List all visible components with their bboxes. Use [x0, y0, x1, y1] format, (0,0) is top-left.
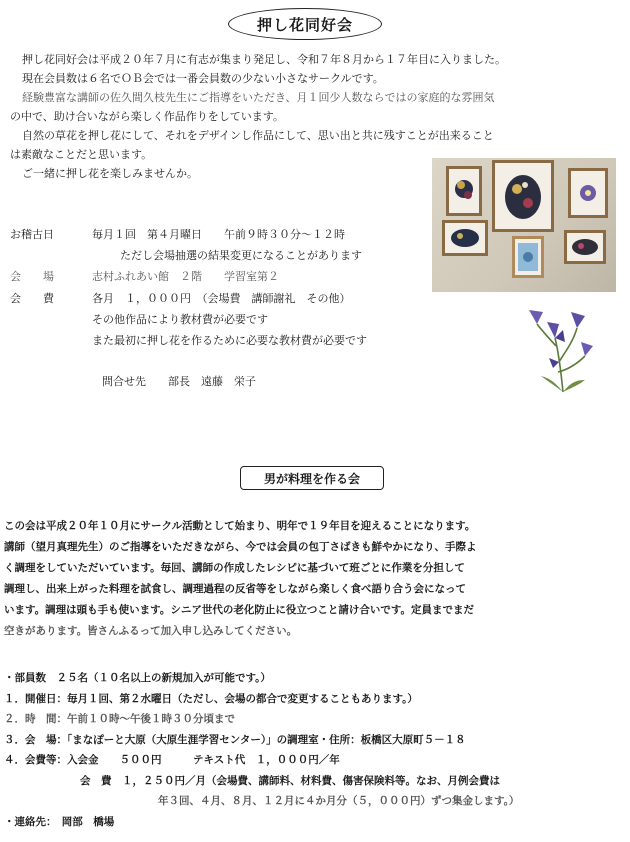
schedule-note: ただし会場抽選の結果変更になることがあります: [120, 249, 362, 262]
section2-para-line: く調理をしていただいています。毎回、講師の作成したレシピに基づいて班ごとに作業を分担して: [4, 562, 465, 574]
meeting-time: ２．時 間：午前１０時～午後１時３０分頃まで: [4, 713, 235, 725]
bellflower-illustration: [525, 302, 595, 394]
section1-para-line: 現在会員数は６名でＯＢ会では一番会員数の少ない小さなサークルです。: [22, 72, 384, 85]
section2-para-line: 講師（望月真理先生）のご指導をいただきながら、今では会員の包丁さばきも鮮やかになり、手際よ: [4, 541, 477, 553]
contact-persons: ・連絡先： 岡部 橋場: [4, 815, 115, 828]
pressed-flower-frame: [512, 236, 544, 278]
meeting-venue: ３．会 場：「まなぽーと大原（大原生涯学習センター）」の調理室・住所：板橋区大原町５－１８: [4, 733, 466, 746]
contact: 問合せ先 部長 遠藤 栄子: [102, 375, 256, 388]
fee-note: また最初に押し花を作るために必要な教材費が必要です: [92, 334, 367, 347]
gallery-photo: [432, 158, 616, 292]
section1-para-line: 経験豊富な講師の佐久間久枝先生にご指導をいただき、月１回少人数ならではの家庭的な雰囲気: [22, 91, 495, 104]
meeting-day: １．開催日：毎月１回、第２水曜日（ただし、会場の都合で変更することもあります。）: [4, 692, 418, 705]
section2-para-line: この会は平成２０年１０月にサークル活動として始まり、明年で１９年目を迎えることになります。: [4, 520, 476, 532]
fee-label: 会 費: [10, 292, 54, 305]
section2-para-line: 空きがあります。皆さんふるって加入申し込みしてください。: [4, 625, 298, 637]
section1-para-line: は素敵なことだと思います。: [10, 148, 153, 161]
section1-title: 押し花同好会: [228, 8, 382, 40]
section1-para-line: 自然の草花を押し花にして、それをデザインし作品にして、思い出と共に残すことが出来ること: [22, 129, 494, 142]
monthly-fee-note: 年３回、４月、８月、１２月に４か月分（５，０００円）ずつ集金します。）: [158, 795, 520, 807]
section1-para-line: ご一緒に押し花を楽しみませんか。: [22, 167, 198, 180]
schedule-value: 毎月１回 第４月曜日 午前９時３０分～１２時: [92, 228, 345, 241]
section1-para-line: の中で、助け合いながら楽しく作品作りをしています。: [10, 110, 284, 123]
fee-note: その他作品により教材費が必要です: [92, 313, 268, 326]
fee-value: 各月 １，０００円 （会場費 講師謝礼 その他）: [92, 292, 351, 305]
venue-label: 会 場: [10, 270, 54, 283]
pressed-flower-frame: [568, 168, 608, 218]
venue-value: 志村ふれあい館 ２階 学習室第２: [92, 270, 279, 283]
section1-para-line: 押し花同好会は平成２０年７月に有志が集まり発足し、令和７年８月から１７年目に入りました。: [22, 53, 506, 66]
pressed-flower-frame: [564, 230, 606, 264]
pressed-flower-frame: [442, 220, 488, 256]
pressed-flower-frame: [446, 166, 482, 216]
section2-para-line: 調理し、出来上がった料理を試食し、調理過程の反省等をしながら楽しく食べ語り合う会になって: [4, 583, 466, 595]
pressed-flower-frame: [492, 160, 554, 232]
monthly-fee: 会 費 １，２５０円／月（会場費、講師料、材料費、傷害保険料等。なお、月例会費は: [80, 774, 500, 787]
fees: ４．会費等：入会金 ５００円 テキスト代 １，０００円／年: [4, 754, 340, 766]
schedule-label: お稽古日: [10, 228, 54, 241]
member-count: ・部員数 ２５名（１０名以上の新規加入が可能です。）: [4, 672, 271, 684]
section2-title: 男が料理を作る会: [240, 466, 384, 490]
section2-para-line: います。調理は頭も手も使います。シニア世代の老化防止に役立つこと請け合いです。定員までまだ: [4, 604, 474, 616]
